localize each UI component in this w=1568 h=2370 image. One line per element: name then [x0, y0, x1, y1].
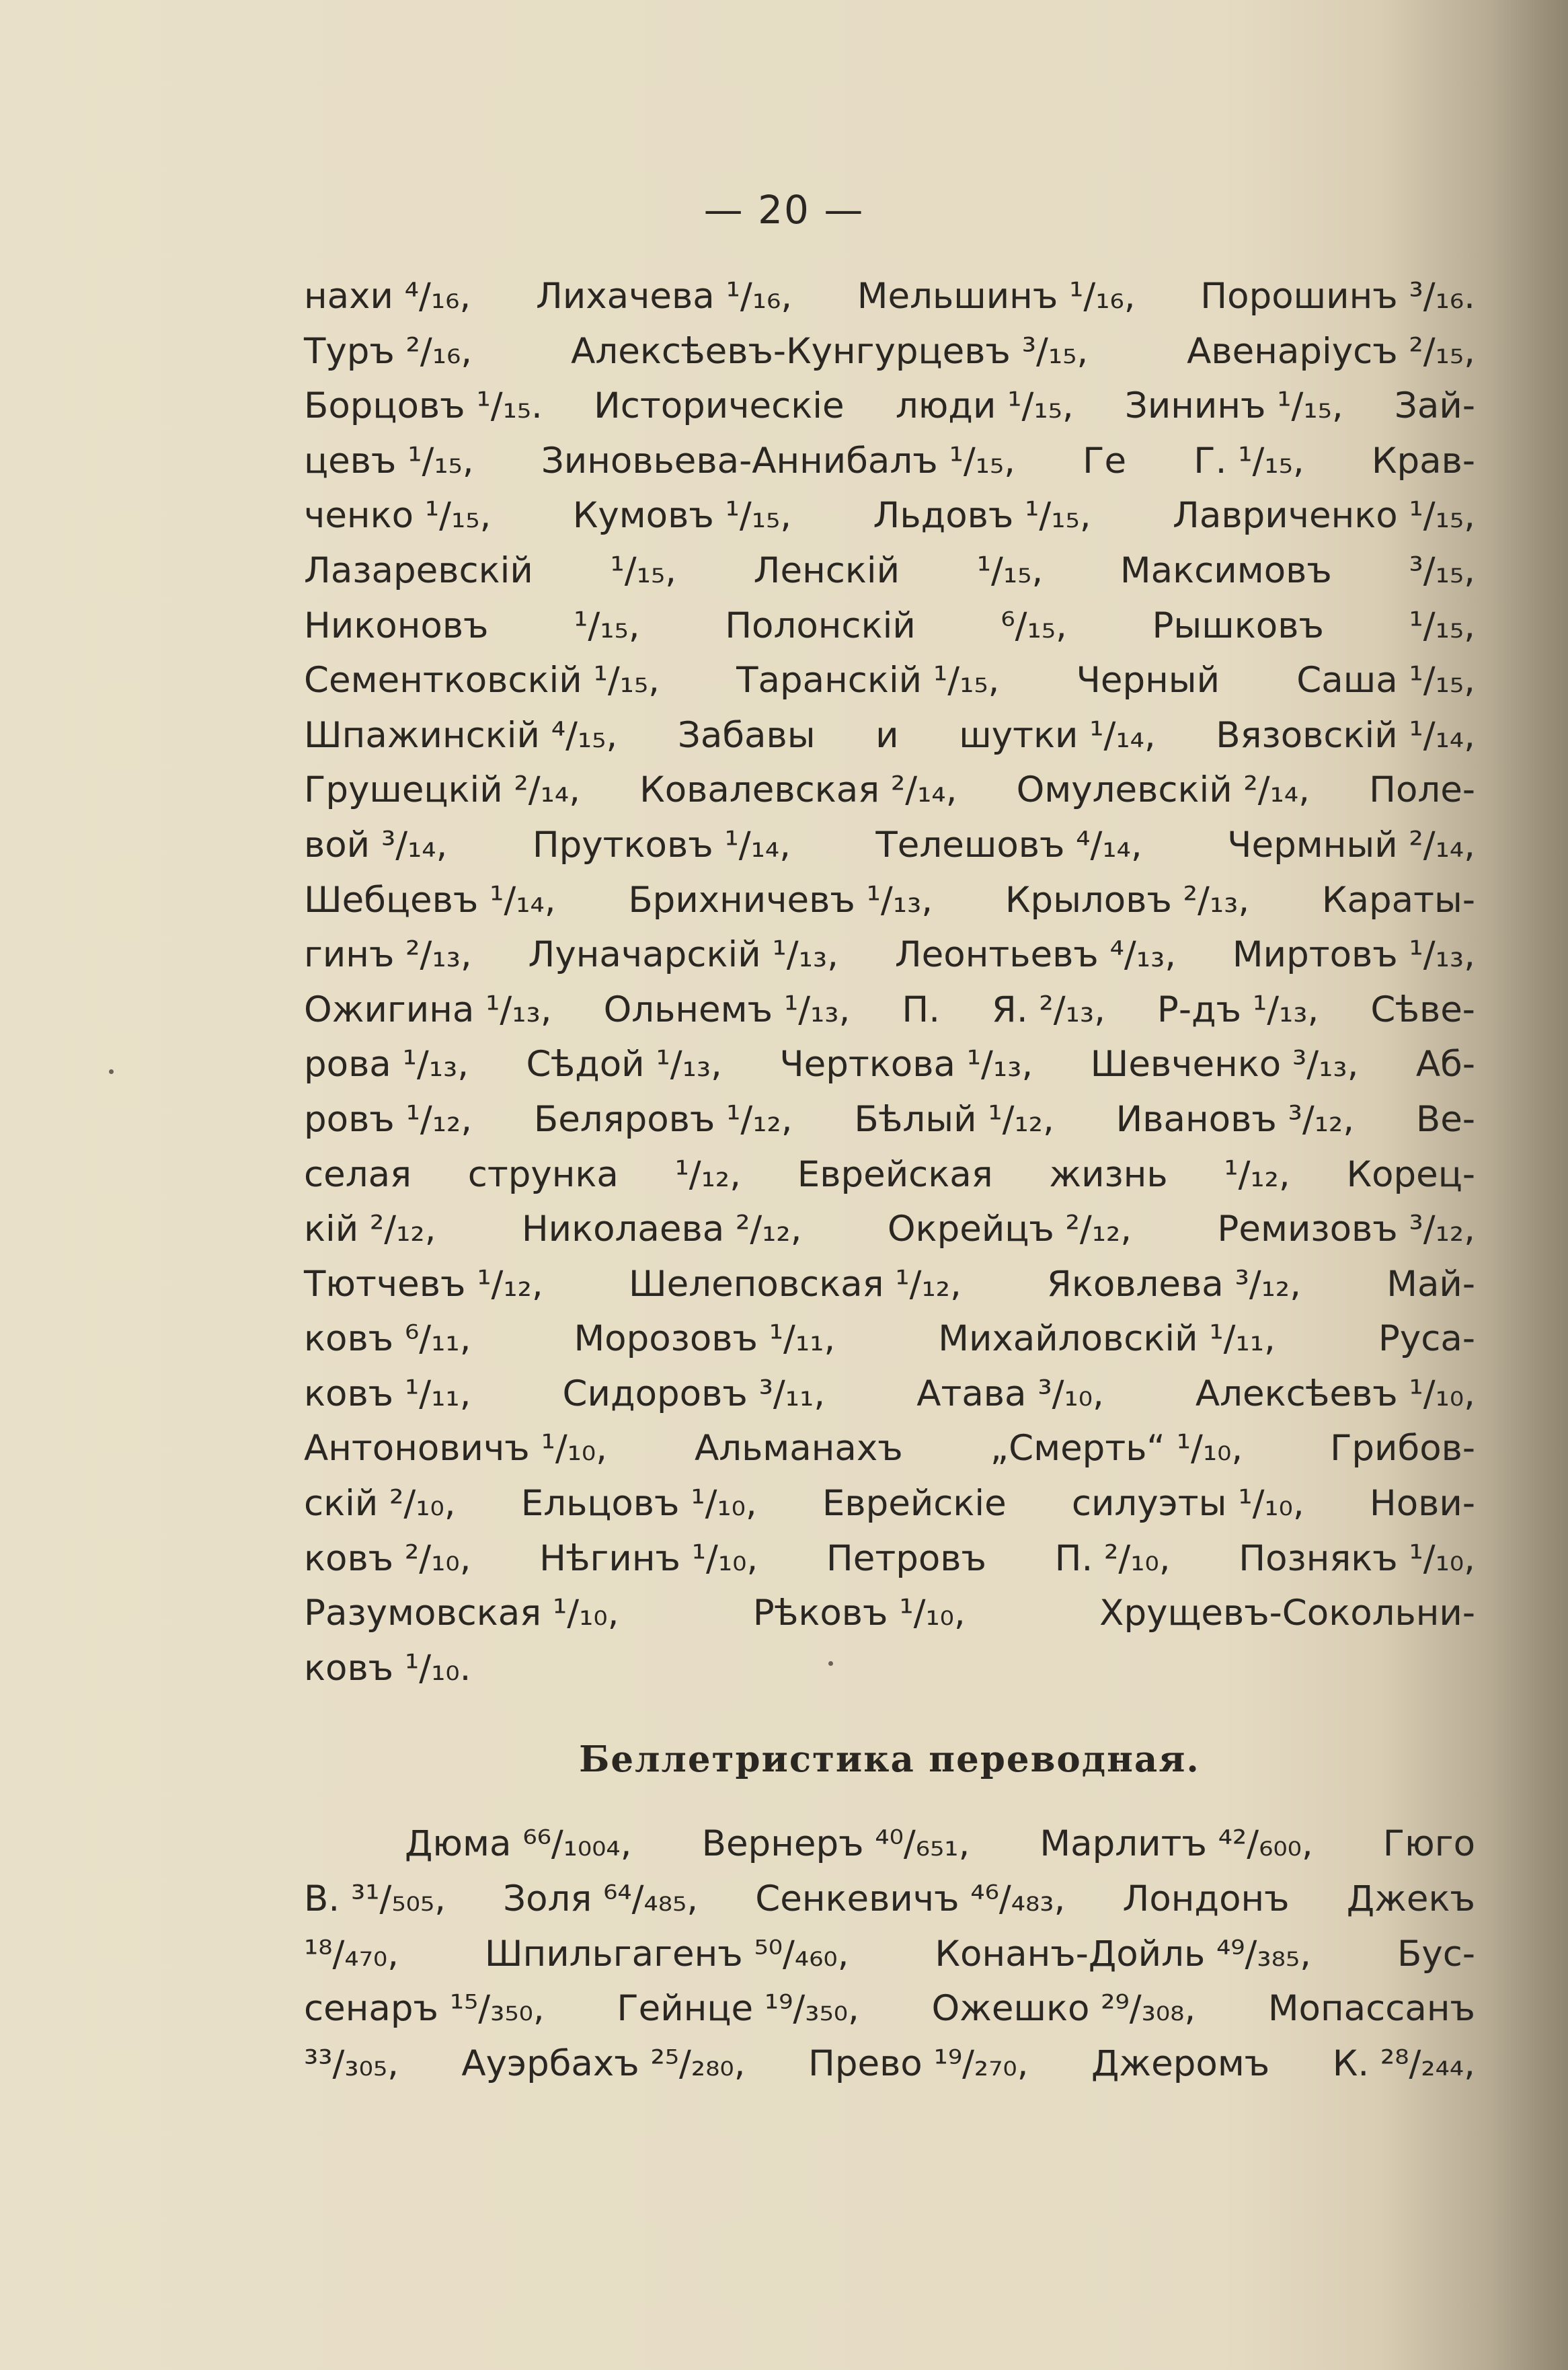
- word: Ауэрбахъ ²⁵/₂₈₀,: [461, 2042, 746, 2084]
- word: Г. ¹/₁₅,: [1193, 440, 1304, 482]
- text-line: [304, 983, 1475, 1038]
- word: Руса-: [1378, 1318, 1475, 1360]
- word: Марлитъ ⁴²/₆₀₀,: [1040, 1823, 1313, 1865]
- text-line: [304, 873, 1475, 928]
- word: ровъ ¹/₁₂,: [304, 1098, 473, 1140]
- word: ковъ ⁶/₁₁,: [304, 1318, 471, 1360]
- word: ³/₁₅,: [1409, 549, 1475, 591]
- word: ¹/₁₅,: [574, 605, 640, 646]
- word: Ожигина ¹/₁₃,: [304, 989, 552, 1030]
- word: ковъ ¹/₁₁,: [304, 1373, 471, 1414]
- word: Брихничевъ ¹/₁₃,: [628, 879, 933, 921]
- text-line: [304, 1037, 1475, 1092]
- word: ¹/₁₅,: [1409, 605, 1475, 646]
- word: Порошинъ ³/₁₆.: [1200, 276, 1475, 317]
- word: „Смерть“ ¹/₁₀,: [990, 1428, 1243, 1469]
- word: Вязовскій ¹/₁₄,: [1216, 714, 1475, 756]
- word: шутки ¹/₁₄,: [959, 714, 1156, 756]
- word: Петровъ: [826, 1537, 986, 1579]
- word: селая: [304, 1153, 411, 1195]
- word: Крыловъ ²/₁₃,: [1005, 879, 1250, 921]
- word: Аб-: [1415, 1044, 1475, 1085]
- text-line: [304, 1872, 1475, 1927]
- word: Познякъ ¹/₁₀,: [1239, 1537, 1475, 1579]
- word: скій ²/₁₀,: [304, 1483, 456, 1525]
- word: Хрущевъ-Сокольни-: [1099, 1593, 1475, 1634]
- text-body: [304, 269, 1475, 2091]
- word: Кумовъ ¹/₁₅,: [572, 495, 792, 537]
- text-line: [304, 269, 1475, 324]
- word: ¹/₁₂,: [674, 1153, 742, 1195]
- word: Саша ¹/₁₅,: [1296, 660, 1475, 701]
- word: Зай-: [1394, 385, 1475, 427]
- text-line: [304, 599, 1475, 654]
- word: Леонтьевъ ⁴/₁₃,: [894, 934, 1177, 976]
- text-line: [304, 708, 1475, 763]
- word: Грибов-: [1330, 1428, 1475, 1469]
- word: Бѣлый ¹/₁₂,: [854, 1098, 1054, 1140]
- section-heading: Беллетристика переводная.: [579, 1738, 1200, 1781]
- word: Дюма ⁶⁶/₁₀₀₄,: [405, 1823, 632, 1865]
- word: Лазаревскій: [304, 549, 533, 591]
- word: Гейнце ¹⁹/₃₅₀,: [617, 1988, 859, 2030]
- word: Мельшинъ ¹/₁₆,: [857, 276, 1136, 317]
- word: Черткова ¹/₁₃,: [779, 1044, 1033, 1085]
- word: Май-: [1386, 1263, 1475, 1305]
- word: Борцовъ ¹/₁₅.: [304, 385, 543, 427]
- text-line: [304, 653, 1475, 708]
- word: Грушецкій ²/₁₄,: [304, 769, 580, 811]
- text-line: [304, 1817, 1475, 1872]
- word: Ремизовъ ³/₁₂,: [1217, 1209, 1475, 1250]
- word: Яковлева ³/₁₂,: [1047, 1263, 1302, 1305]
- word: рова ¹/₁₃,: [304, 1044, 469, 1085]
- text-line: [304, 1981, 1475, 2036]
- word: гинъ ²/₁₃,: [304, 934, 472, 976]
- word: Ге: [1083, 440, 1127, 482]
- original-fiction-list: [304, 269, 1475, 1695]
- word: Тютчевъ ¹/₁₂,: [304, 1263, 543, 1305]
- word: ковъ ²/₁₀,: [304, 1537, 471, 1579]
- word: Историческіе: [594, 385, 845, 427]
- word: Черный: [1076, 660, 1220, 701]
- text-line: [304, 379, 1475, 434]
- text-line: [304, 927, 1475, 983]
- word: Миртовъ ¹/₁₃,: [1232, 934, 1475, 976]
- word: Никоновъ: [304, 605, 489, 646]
- word: Лондонъ: [1122, 1878, 1290, 1920]
- word: Антоновичъ ¹/₁₀,: [304, 1428, 608, 1469]
- word: Караты-: [1321, 879, 1475, 921]
- text-line: [304, 818, 1475, 873]
- word: Разумовская ¹/₁₀,: [304, 1593, 619, 1634]
- word: Еврейскіе: [822, 1483, 1007, 1525]
- word: Шевченко ³/₁₃,: [1090, 1044, 1359, 1085]
- word: Ивановъ ³/₁₂,: [1115, 1098, 1355, 1140]
- word: Рѣковъ ¹/₁₀,: [752, 1593, 966, 1634]
- word: вой ³/₁₄,: [304, 824, 448, 866]
- text-line: [304, 2036, 1475, 2092]
- word: Чермный ²/₁₄,: [1227, 824, 1475, 866]
- word: Джеромъ: [1091, 2042, 1270, 2084]
- word: ⁶/₁₅,: [1001, 605, 1067, 646]
- word: Мопассанъ: [1267, 1988, 1475, 2030]
- word: Сенкевичъ ⁴⁶/₄₈₃,: [755, 1878, 1066, 1920]
- word: Шебцевъ ¹/₁₄,: [304, 879, 556, 921]
- word: Золя ⁶⁴/₄₈₅,: [503, 1878, 699, 1920]
- word: Сидоровъ ³/₁₁,: [562, 1373, 826, 1414]
- text-line: [304, 1421, 1475, 1476]
- word: ³³/₃₀₅,: [304, 2042, 399, 2084]
- word: нахи ⁴/₁₆,: [304, 276, 471, 317]
- word: Зиновьева-Аннибалъ ¹/₁₅,: [541, 440, 1016, 482]
- word: Окрейцъ ²/₁₂,: [887, 1209, 1132, 1250]
- word: Атава ³/₁₀,: [916, 1373, 1104, 1414]
- word: Крав-: [1371, 440, 1475, 482]
- text-line: [304, 1927, 1475, 1982]
- word: Шелеповская ¹/₁₂,: [628, 1263, 962, 1305]
- word: Лавриченко ¹/₁₅,: [1173, 495, 1475, 537]
- word: Таранскій ¹/₁₅,: [736, 660, 1000, 701]
- word: Нови-: [1369, 1483, 1475, 1525]
- word: Еврейская: [797, 1153, 993, 1195]
- word: Ольнемъ ¹/₁₃,: [603, 989, 851, 1030]
- word: Морозовъ ¹/₁₁,: [574, 1318, 836, 1360]
- word: Ельцовъ ¹/₁₀,: [520, 1483, 757, 1525]
- word: Бус-: [1397, 1933, 1475, 1975]
- word: Ожешко ²⁹/₃₀₈,: [931, 1988, 1196, 2030]
- text-line: [304, 543, 1475, 599]
- text-line: [304, 324, 1475, 379]
- word: Гюго: [1382, 1823, 1475, 1865]
- word: Сѣве-: [1370, 989, 1475, 1030]
- word: Максимовъ: [1120, 549, 1332, 591]
- word: П.: [902, 989, 941, 1030]
- text-line: [304, 434, 1475, 489]
- word: Лихачева ¹/₁₆,: [535, 276, 793, 317]
- word: Забавы: [677, 714, 816, 756]
- word: ¹/₁₂,: [1224, 1153, 1290, 1195]
- word: Ковалевская ²/₁₄,: [639, 769, 957, 811]
- word: струнка: [467, 1153, 619, 1195]
- word: Полонскій: [725, 605, 916, 646]
- word: Алексѣевъ-Кунгурцевъ ³/₁₅,: [571, 330, 1089, 372]
- word: кій ²/₁₂,: [304, 1209, 436, 1250]
- word: Корец-: [1346, 1153, 1475, 1195]
- word: К. ²⁸/₂₄₄,: [1332, 2042, 1475, 2084]
- word: Авенаріусъ ²/₁₅,: [1187, 330, 1475, 372]
- page-number: — 20 —: [703, 187, 865, 233]
- word: Алексѣевъ ¹/₁₀,: [1195, 1373, 1475, 1414]
- word: Ве-: [1415, 1098, 1475, 1140]
- word: Шпажинскій ⁴/₁₅,: [304, 714, 618, 756]
- text-line: [304, 488, 1475, 543]
- word: Сементковскій ¹/₁₅,: [304, 660, 660, 701]
- text-line: [304, 1476, 1475, 1531]
- text-line: [304, 763, 1475, 818]
- word: Р-дъ ¹/₁₃,: [1157, 989, 1319, 1030]
- text-line: [304, 1257, 1475, 1312]
- word: Льдовъ ¹/₁₅,: [873, 495, 1091, 537]
- word: ¹/₁₅,: [610, 549, 676, 591]
- text-line: [304, 1311, 1475, 1367]
- word: ковъ ¹/₁₀.: [304, 1647, 471, 1689]
- word: Рышковъ: [1152, 605, 1324, 646]
- text-line: [304, 1531, 1475, 1587]
- text-line: [304, 1586, 1475, 1641]
- word: Я. ²/₁₃,: [992, 989, 1105, 1030]
- word: Альманахъ: [694, 1428, 903, 1469]
- word: Сѣдой ¹/₁₃,: [526, 1044, 722, 1085]
- word: жизнь: [1049, 1153, 1168, 1195]
- word: Поле-: [1369, 769, 1475, 811]
- word: В. ³¹/₅₀₅,: [304, 1878, 446, 1920]
- word: и: [875, 714, 899, 756]
- print-speck: [828, 1661, 833, 1666]
- word: Шпильгагенъ ⁵⁰/₄₆₀,: [484, 1933, 849, 1975]
- word: силуэты ¹/₁₀,: [1071, 1483, 1304, 1525]
- text-line: [304, 1367, 1475, 1422]
- text-line: [304, 1202, 1475, 1257]
- word: Прево ¹⁹/₂₇₀,: [808, 2042, 1029, 2084]
- translated-fiction-list: [304, 1817, 1475, 2091]
- word: Зининъ ¹/₁₅,: [1124, 385, 1343, 427]
- word: Михайловскій ¹/₁₁,: [938, 1318, 1276, 1360]
- word: ¹⁸/₄₇₀,: [304, 1933, 399, 1975]
- word: Туръ ²/₁₆,: [304, 330, 473, 372]
- word: сенаръ ¹⁵/₃₅₀,: [304, 1988, 545, 2030]
- word: Конанъ-Дойль ⁴⁹/₃₈₅,: [935, 1933, 1312, 1975]
- word: Нѣгинъ ¹/₁₀,: [539, 1537, 758, 1579]
- word: ченко ¹/₁₅,: [304, 495, 492, 537]
- print-speck: [109, 1069, 114, 1074]
- word: цевъ ¹/₁₅,: [304, 440, 474, 482]
- word: Беляровъ ¹/₁₂,: [533, 1098, 793, 1140]
- word: Прутковъ ¹/₁₄,: [532, 824, 791, 866]
- word: люди ¹/₁₅,: [895, 385, 1074, 427]
- word: Омулевскій ²/₁₄,: [1016, 769, 1310, 811]
- word: Николаева ²/₁₂,: [521, 1209, 802, 1250]
- text-line: [304, 1641, 1475, 1696]
- word: ¹/₁₅,: [976, 549, 1044, 591]
- word: Телешовъ ⁴/₁₄,: [875, 824, 1142, 866]
- word: П. ²/₁₀,: [1054, 1537, 1171, 1579]
- word: Луначарскій ¹/₁₃,: [528, 934, 838, 976]
- word: Ленскій: [753, 549, 900, 591]
- word: Джекъ: [1346, 1878, 1475, 1920]
- text-line: [304, 1092, 1475, 1147]
- text-line: [304, 1147, 1475, 1202]
- word: Вернеръ ⁴⁰/₆₅₁,: [701, 1823, 970, 1865]
